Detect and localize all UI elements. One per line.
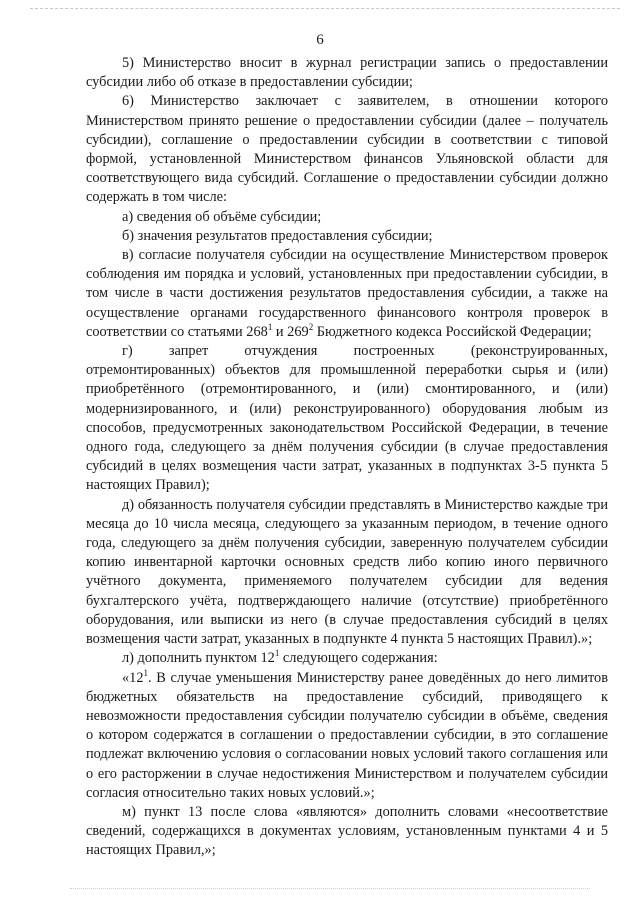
scan-edge-top	[30, 8, 620, 9]
subitem-m: м) пункт 13 после слова «являются» дополнить словами «несоответствие сведений, содержащихся в документах условиям, установленным пунктами 4 и 5 настоящих Правил,»;	[86, 803, 608, 859]
subitem-v-text-1: в) согласие получателя субсидии на осуществление Министерством проверок соблюдения им порядка и условий, установленных при предоставлении субсидии, в том числе в части достижения результатов предоставления субсидии, а также на осуществление органами государственного финансового контроля проверок в соответствии со статьями 268	[86, 247, 608, 340]
paragraph-6: 6) Министерство заключает с заявителем, в отношении которого Министерством принято решение о предоставлении субсидии (далее – получатель субсидии), соглашение о предоставлении субсидии в соответствии с типовой формой, установленной Министерством финансов Ульяновской области для соответствующего вида субсидий. Соглашение о предоставлении субсидии должно содержать в том числе:	[86, 93, 608, 206]
clause-12-1-text-2: . В случае уменьшения Министерству ранее доведённых до него лимитов бюджетных обязательств на предоставление субсидий, приводящего к невозможности предоставления субсидии получателю субсидии в объёме, сведения о котором содержатся в соглашении о предоставлении субсидии, в это соглашение подлежат включению условия о согласовании новых условий такого соглашения или о его расторжении в случае недостижения Министерством и получателем субсидии согласия относительно таких новых условий.»;	[86, 669, 608, 801]
subitem-l-text-2: следующего содержания:	[279, 650, 438, 667]
subitem-b: б) значения результатов предоставления субсидии;	[122, 227, 433, 244]
page-number: 6	[316, 32, 324, 48]
clause-12-1	[86, 669, 608, 803]
superscript: 2	[308, 322, 314, 333]
subitem-g: г) запрет отчуждения построенных (реконструированных, отремонтированных) объектов для промышленной переработки сырья и (или) приобретённого (отремонтированного, и (или) смонтированного, и (или) модернизированного, и (или) реконструированного) оборудования любым из способов, предусмотренных законодательством Российской Федерации, в течение одного года, следующего за днём получения субсидии (в случае предоставления субсидий в целях возмещения части затрат, указанных в подпунктах 3-5 пункта 5 настоящих Правил);	[86, 343, 608, 494]
subitem-v-text-3: Бюджетного кодекса Российской Федерации;	[313, 323, 592, 340]
subitem-d: д) обязанность получателя субсидии представлять в Министерство каждые три месяца до 10 числа месяца, следующего за указанным периодом, в течение одного года, следующего за днём получения субсидии, заверенную получателем субсидии копию инвентарной карточки основных средств либо копию иного первичного учётного документа, применяемого получателем субсидии для ведения бухгалтерского учёта, подтверждающего наличие (отсутствие) приобретённого оборудования, или выписки из него (в случае предоставления субсидий в целях возмещения части затрат, указанных в подпункте 4 пункта 5 настоящих Правил).»;	[86, 496, 608, 648]
subitem-v-text-2: и 269	[272, 323, 309, 340]
scan-edge-bottom	[70, 888, 590, 889]
body-text	[86, 54, 608, 861]
subitem-l	[86, 649, 608, 668]
paragraph-5: 5) Министерство вносит в журнал регистрации запись о предоставлении субсидии либо об отказе в предоставлении субсидии;	[86, 55, 608, 91]
subitem-l-text-1: л) дополнить пунктом 12	[122, 650, 275, 667]
superscript: 1	[274, 648, 280, 659]
clause-12-1-text-1: «12	[122, 669, 144, 686]
subitem-v	[86, 246, 608, 342]
superscript: 1	[143, 667, 149, 678]
superscript: 1	[267, 322, 273, 333]
subitem-a: а) сведения об объёме субсидии;	[122, 208, 322, 225]
